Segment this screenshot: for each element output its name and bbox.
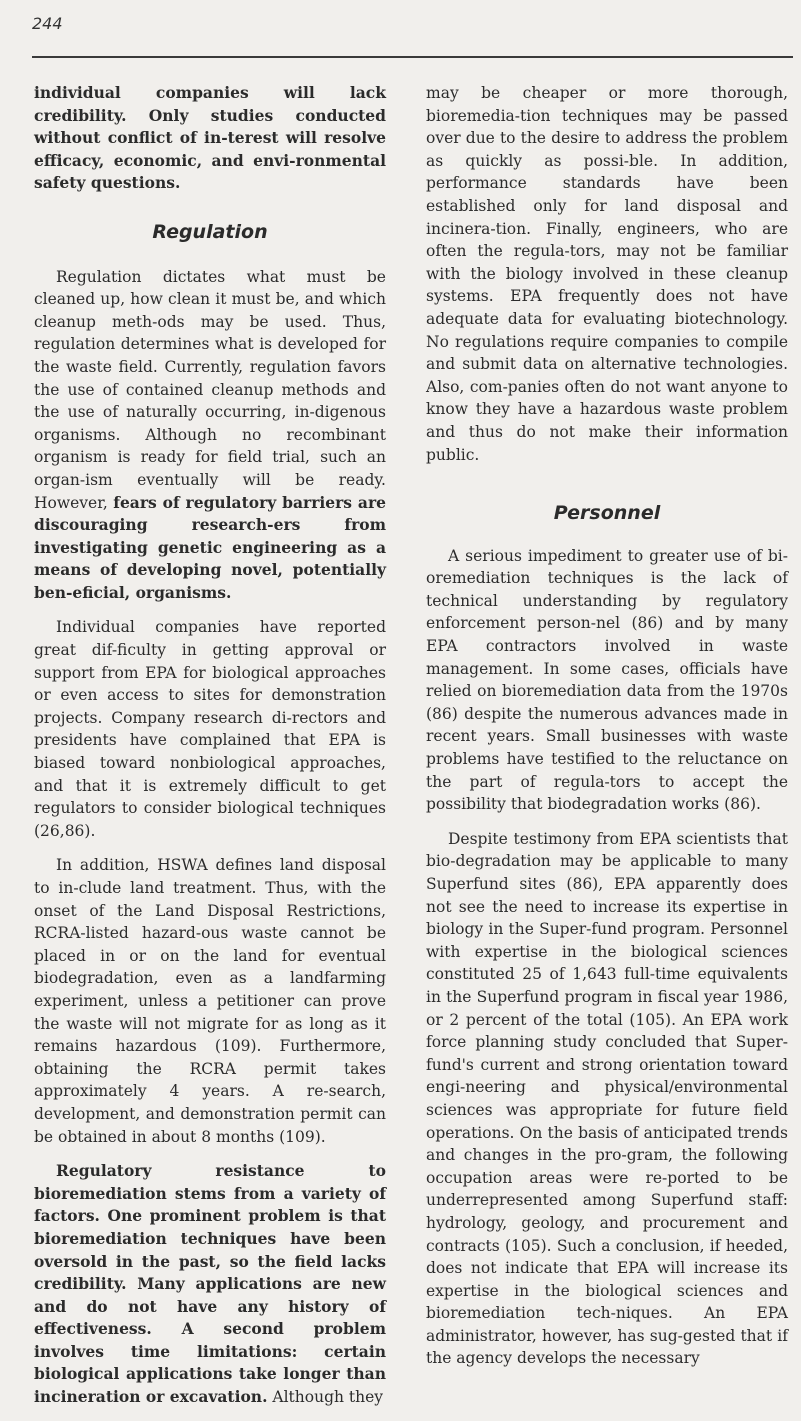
regulation-paragraph-2: Individual companies have reported great dif-ficulty in getting approval or support from EPA for biological approaches or even access to sites for demonstration projects. Company research di-rectors and presidents have complained that EPA is biased toward nonbiological approaches, and that it is extremely difficult to get regulators to consider biological techniques (26,86).: [34, 618, 386, 840]
header-rule: [32, 56, 793, 58]
intro-paragraph: individual companies will lack credibility. Only studies conducted without conflict of in-terest will resolve efficacy, economic, and envi-ronmental safety questions.: [34, 83, 386, 193]
regulation-p4-text: Although they: [267, 1388, 384, 1407]
right-column: [426, 82, 788, 1382]
regulation-p1-emphasis: fears of regulatory barriers are discouraging research-ers from investigating genetic engineering as a means of developing novel, potentially ben-eficial, organisms.: [34, 492, 386, 602]
personnel-paragraph-1: A serious impediment to greater use of bi-oremediation techniques is the lack of technical understanding by regulatory enforcement person-nel (86) and by many EPA contractors involved in waste management. In some cases, officials have relied on bioremediation data from the 1970s (86) despite the numerous advances made in recent years. Small businesses with waste problems have testified to the reluctance on the part of regula-tors to accept the possibility that biodegradation works (86).: [426, 546, 788, 814]
regulation-paragraph-1: [34, 266, 386, 605]
regulation-paragraph-4: [34, 1160, 386, 1409]
regulation-p1-text: Regulation dictates what must be cleaned up, how clean it must be, and which cleanup meth-ods may be used. Thus, regulation determines what is developed for the waste field. Currently, regulation favors the use of contained cleanup methods and the use of naturally occurring, in-digenous organisms. Although no recombinant organism is ready for field trial, such an organ-ism eventually will be ready. However,: [34, 267, 386, 512]
left-column: [34, 82, 386, 1421]
continued-paragraph: may be cheaper or more thorough, bioremedia-tion techniques may be passed over due to the desire to address the problem as quickly as possi-ble. In addition, performance standards have been established only for land disposal and incinera-tion. Finally, engineers, who are often the regula-tors, may not be familiar with the biology involved in these cleanup systems. EPA frequently does not have adequate data for evaluating biotechnology. No regulations require companies to compile and submit data on alternative technologies. Also, com-panies often do not want anyone to know they have a hazardous waste problem and thus do not make their information public.: [426, 84, 788, 464]
page-number: 244: [32, 14, 63, 33]
section-heading-regulation: Regulation: [152, 220, 268, 243]
regulation-paragraph-3: In addition, HSWA defines land disposal to in-clude land treatment. Thus, with the onset of the Land Disposal Restrictions, RCRA-listed hazard-ous waste cannot be placed in or on the land for eventual biodegradation, even as a landfarming experiment, unless a petitioner can prove the waste will not migrate for as long as it remains hazardous (109). Furthermore, obtaining the RCRA permit takes approximately 4 years. A re-search, development, and demonstration permit can be obtained in about 8 months (109).: [34, 856, 386, 1146]
regulation-p4-emphasis: Regulatory resistance to bioremediation stems from a variety of factors. One prominent problem is that bioremediation techniques have been oversold in the past, so the field lacks credibility. Many applications are new and do not have any history of effectiveness. A second problem involves time limitations: certain biological applications take longer than incineration or excavation.: [34, 1161, 386, 1407]
personnel-paragraph-2: Despite testimony from EPA scientists that bio-degradation may be applicable to many Superfund sites (86), EPA apparently does not see the need to increase its expertise in biology in the Super-fund program. Personnel with expertise in the biological sciences constituted 25 of 1,643 full-time equivalents in the Superfund program in fiscal year 1986, or 2 percent of the total (105). An EPA work force planning study concluded that Super-fund's current and strong orientation toward engi-neering and physical/environmental sciences was appropriate for future field operations. On the basis of anticipated trends and changes in the pro-gram, the following occupation areas were re-ported to be underrepresented among Superfund staff: hydrology, geology, and procurement and contracts (105). Such a conclusion, if heeded, does not indicate that EPA will increase its expertise in the biological sciences and bioremediation tech-niques. An EPA administrator, however, has sug-gested that if the agency develops the necessary: [426, 829, 788, 1368]
section-heading-personnel: Personnel: [553, 502, 661, 525]
